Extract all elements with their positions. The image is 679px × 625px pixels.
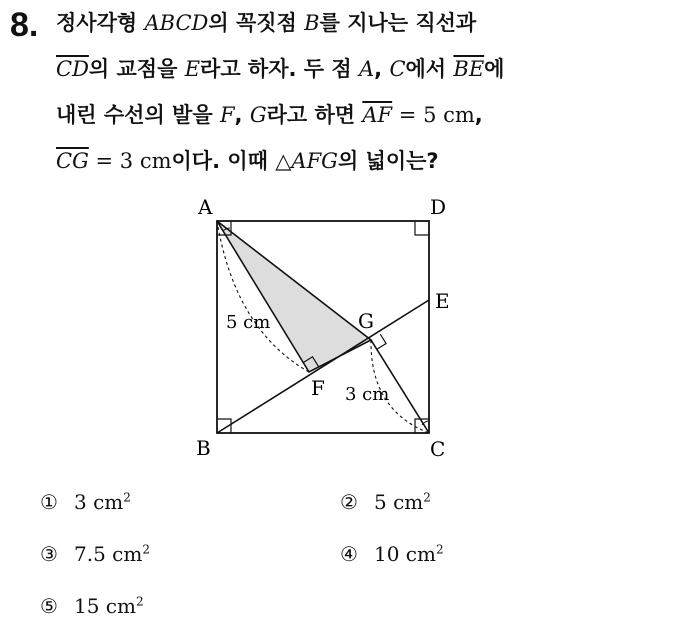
choice-marker: ③ — [40, 542, 58, 566]
choice-5[interactable] — [40, 594, 144, 618]
choice-exponent: 2 — [423, 490, 431, 505]
label-g: G — [358, 309, 374, 333]
choice-marker: ① — [40, 490, 58, 514]
choice-exponent: 2 — [435, 542, 444, 557]
question-line-4: $\overline{CG} = 3$ cm이다. 이때 △AFG의 넓이는? — [56, 149, 439, 173]
right-angle-g — [377, 334, 386, 349]
question-line-2: $\overline{CD}$의 교점을 E라고 하자. 두 점 A, C에서 $\overline{BE}$에 — [56, 57, 505, 81]
choice-value: 3 cm — [74, 490, 124, 514]
choice-4[interactable] — [340, 542, 444, 566]
choice-2[interactable] — [340, 490, 431, 514]
choice-1[interactable] — [40, 490, 131, 514]
choice-marker: ② — [340, 490, 358, 514]
label-af-length: 5 cm — [226, 312, 271, 333]
choice-value: 5 cm — [374, 490, 424, 514]
choice-value: 10 cm — [374, 542, 436, 566]
question-line-1: 정사각형 ABCD의 꼭짓점 B를 지나는 직선과 — [56, 11, 477, 35]
label-e: E — [435, 289, 450, 313]
label-d: D — [430, 195, 447, 219]
label-b: B — [196, 436, 211, 460]
choice-value: 7.5 cm — [74, 542, 143, 566]
question-number: 8. — [10, 6, 39, 44]
label-f: F — [311, 376, 325, 400]
choice-value: 15 cm — [74, 594, 136, 618]
label-c: C — [430, 437, 446, 461]
choice-marker: ⑤ — [40, 594, 58, 618]
choice-marker: ④ — [340, 542, 358, 566]
question-line-3: 내린 수선의 발을 F, G라고 하면 $\overline{AF} = 5$ cm, — [56, 103, 483, 127]
label-a: A — [198, 195, 213, 219]
choice-3[interactable] — [40, 542, 150, 566]
choice-exponent: 2 — [123, 490, 131, 505]
choice-exponent: 2 — [142, 542, 150, 557]
choice-exponent: 2 — [135, 594, 144, 609]
right-angle-d — [415, 221, 429, 235]
label-cg-length: 3 cm — [345, 384, 390, 405]
